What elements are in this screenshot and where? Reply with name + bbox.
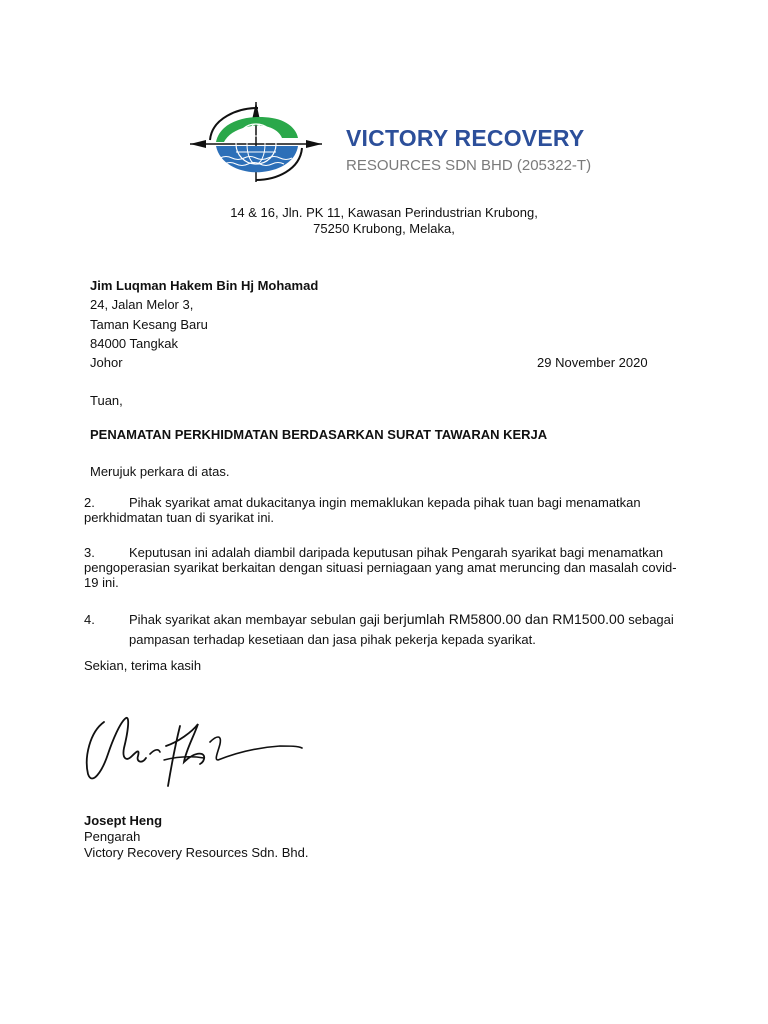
paragraph-text: sebagai — [624, 612, 674, 627]
recipient-address-line: Taman Kesang Baru — [90, 317, 208, 332]
letter-date: 29 November 2020 — [537, 355, 648, 370]
signature-icon — [80, 702, 306, 792]
paragraph-3 — [84, 545, 678, 590]
recipient-address-line: 24, Jalan Melor 3, — [90, 297, 194, 312]
company-name: VICTORY RECOVERY — [346, 125, 585, 151]
paragraph-text: Pihak syarikat akan membayar sebulan gaji — [129, 612, 384, 627]
company-address-line: 14 & 16, Jln. PK 11, Kawasan Perindustrian Krubong, — [230, 205, 538, 220]
company-address-line: 75250 Krubong, Melaka, — [313, 221, 455, 236]
payment-amount: berjumlah RM5800.00 dan RM1500.00 — [383, 611, 625, 627]
paragraph-4 — [84, 609, 684, 650]
recipient-address-line: 84000 Tangkak — [90, 336, 178, 351]
paragraph-text: Pihak syarikat amat dukacitanya ingin memaklukan kepada pihak tuan bagi menamatkan perkhidmatan tuan di syarikat ini. — [84, 495, 641, 525]
signatory-title: Pengarah — [84, 829, 141, 844]
letter-subject: PENAMATAN PERKHIDMATAN BERDASARKAN SURAT TAWARAN KERJA — [90, 427, 548, 442]
recipient-address-line: Johor — [90, 355, 123, 370]
signatory-company: Victory Recovery Resources Sdn. Bhd. — [84, 845, 309, 860]
company-logo-icon — [186, 100, 326, 184]
intro-line: Merujuk perkara di atas. — [90, 464, 230, 479]
signatory-name: Josept Heng — [84, 813, 163, 828]
recipient-name: Jim Luqman Hakem Bin Hj Mohamad — [90, 278, 319, 293]
paragraph-number: 4. — [84, 612, 95, 627]
paragraph-number: 3. — [84, 545, 95, 560]
closing-line: Sekian, terima kasih — [84, 658, 202, 673]
company-registration: RESOURCES SDN BHD (205322-T) — [346, 157, 592, 174]
salutation: Tuan, — [90, 393, 123, 408]
paragraph-number: 2. — [84, 495, 95, 510]
paragraph-2 — [84, 495, 678, 525]
paragraph-text: pampasan terhadap kesetiaan dan jasa pihak pekerja kepada syarikat. — [129, 632, 536, 647]
paragraph-text: Keputusan ini adalah diambil daripada keputusan pihak Pengarah syarikat bagi menamatkan pengoperasian syarikat berkaitan dengan situasi perniagaan yang amat meruncing dan masalah covid-19 ini. — [84, 545, 677, 590]
